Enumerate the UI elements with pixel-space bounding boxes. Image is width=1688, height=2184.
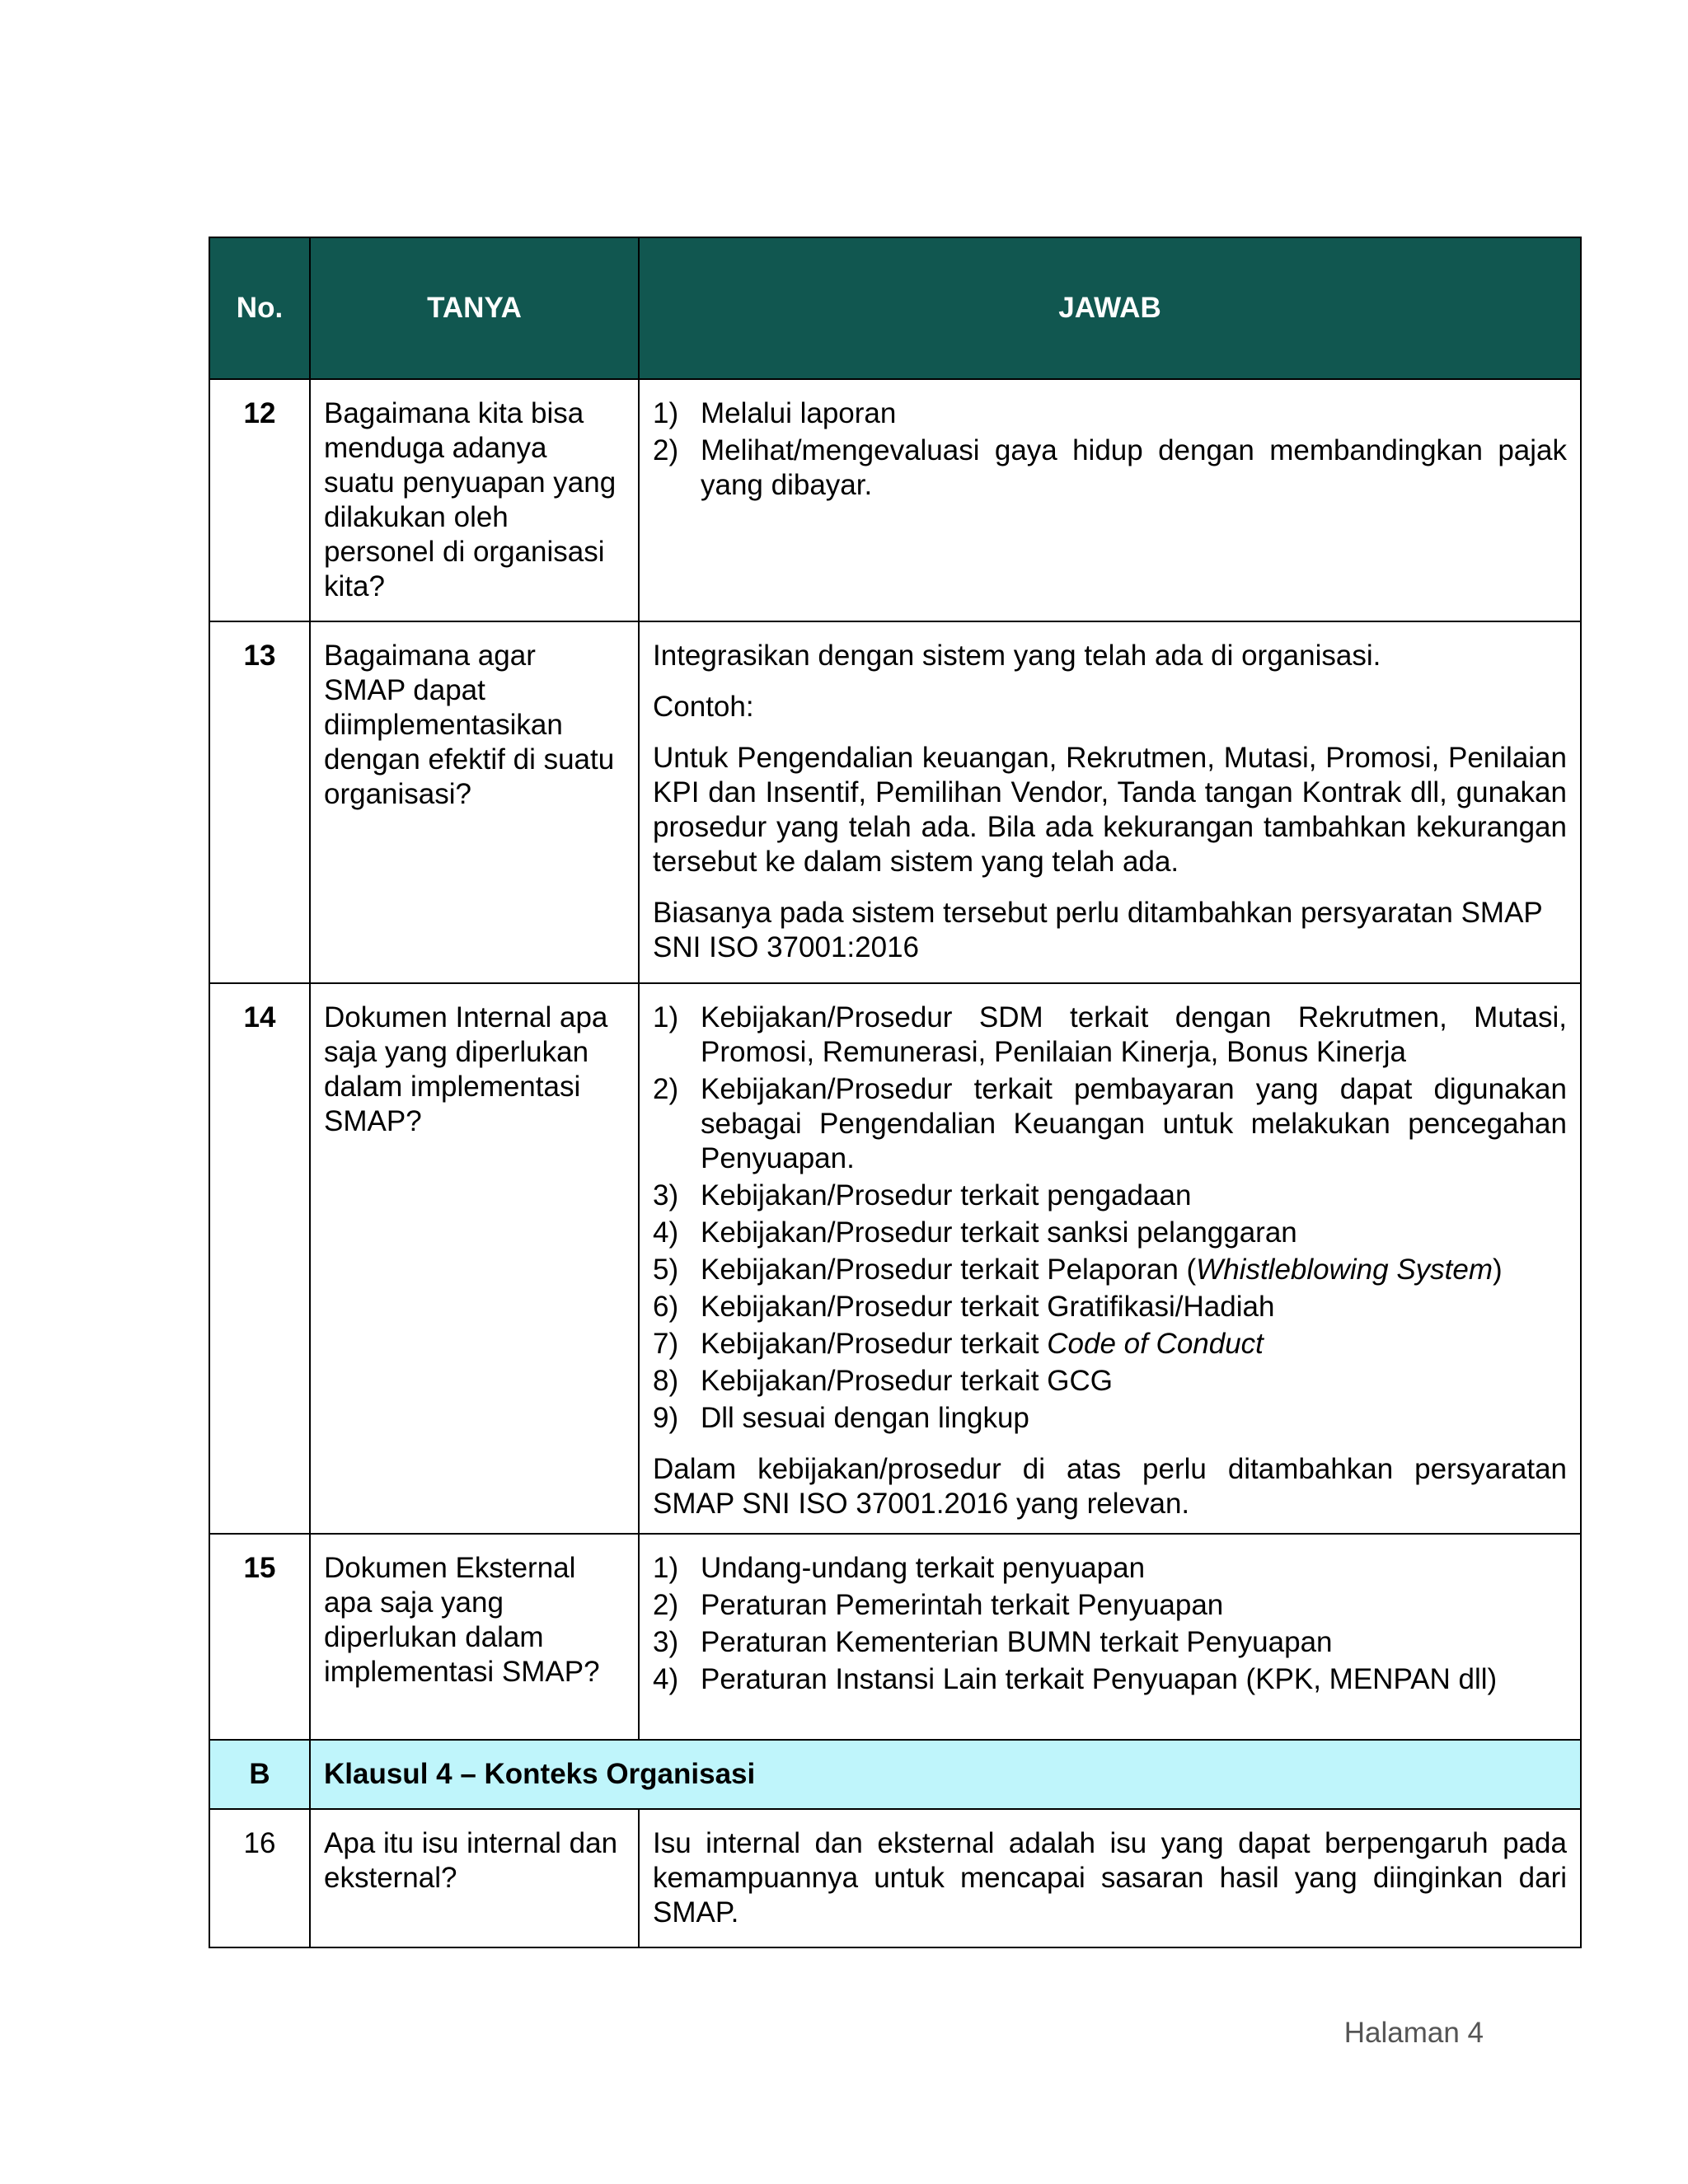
answer-cell — [639, 1809, 1581, 1947]
row-number: 16 — [209, 1809, 310, 1947]
answer-list — [653, 396, 1567, 503]
header-no: No. — [209, 237, 310, 379]
header-question: TANYA — [310, 237, 639, 379]
answer-paragraph: Contoh: — [653, 691, 754, 723]
row-number: 12 — [209, 379, 310, 621]
page-number: Halaman 4 — [1343, 2017, 1484, 2049]
answer-cell — [639, 621, 1581, 983]
list-item: 2) Peraturan Pemerintah terkait Penyuapan — [653, 1589, 1224, 1621]
answer-list — [653, 1551, 1567, 1697]
answer-paragraph: Integrasikan dengan sistem yang telah ada di organisasi. — [653, 640, 1381, 672]
list-item: 1) Melalui laporan — [653, 397, 897, 429]
list-item: 2) Melihat/mengevaluasi gaya hidup dengan membandingkan pajak yang dibayar. — [653, 434, 1567, 501]
table-row — [209, 621, 1581, 983]
row-number: 15 — [209, 1534, 310, 1740]
list-item: 3) Kebijakan/Prosedur terkait pengadaan — [653, 1179, 1192, 1212]
table-row — [209, 379, 1581, 621]
answer-cell — [639, 983, 1581, 1534]
list-item: 4) Kebijakan/Prosedur terkait sanksi pelanggaran — [653, 1216, 1297, 1249]
list-item: 6) Kebijakan/Prosedur terkait Gratifikasi/Hadiah — [653, 1291, 1275, 1323]
list-item: 3) Peraturan Kementerian BUMN terkait Penyuapan — [653, 1626, 1333, 1658]
question-cell: Bagaimana agar SMAP dapat diimplementasikan dengan efektif di suatu organisasi? — [310, 621, 639, 983]
section-title: Klausul 4 – Konteks Organisasi — [310, 1740, 1581, 1809]
table-header-row — [209, 237, 1581, 379]
question-cell: Apa itu isu internal dan eksternal? — [310, 1809, 639, 1947]
list-item: 8) Kebijakan/Prosedur terkait GCG — [653, 1365, 1113, 1397]
answer-cell — [639, 1534, 1581, 1740]
answer-cell — [639, 379, 1581, 621]
qa-table — [209, 237, 1582, 1948]
table-row — [209, 1809, 1581, 1947]
list-item: 1) Undang-undang terkait penyuapan — [653, 1552, 1146, 1584]
list-item: 5) Kebijakan/Prosedur terkait Pelaporan (Whistleblowing System) — [653, 1254, 1503, 1286]
table-row — [209, 1534, 1581, 1740]
list-item: 4) Peraturan Instansi Lain terkait Penyuapan (KPK, MENPAN dll) — [653, 1663, 1498, 1695]
answer-note: Dalam kebijakan/prosedur di atas perlu ditambahkan persyaratan SMAP SNI ISO 37001.2016 yang relevan. — [653, 1453, 1567, 1520]
table-row — [209, 983, 1581, 1534]
answer-paragraph: Untuk Pengendalian keuangan, Rekrutmen, Mutasi, Promosi, Penilaian KPI dan Insentif, Pemilihan Vendor, Tanda tangan Kontrak dll, gunakan prosedur yang telah ada. Bila ada kekurangan tambahkan kekurangan tersebut ke dalam sistem yang telah ada. — [653, 742, 1567, 878]
header-answer: JAWAB — [639, 237, 1581, 379]
row-number: 14 — [209, 983, 310, 1534]
answer-list — [653, 1001, 1567, 1436]
answer-paragraph: Isu internal dan eksternal adalah isu yang dapat berpengaruh pada kemampuannya untuk mencapai sasaran hasil yang diinginkan dari SMAP. — [653, 1827, 1567, 1929]
list-item: 7) Kebijakan/Prosedur terkait Code of Conduct — [653, 1328, 1264, 1360]
list-item: 2) Kebijakan/Prosedur terkait pembayaran yang dapat digunakan sebagai Pengendalian Keuangan untuk melakukan pencegahan Penyuapan. — [653, 1073, 1567, 1174]
question-cell: Dokumen Internal apa saja yang diperlukan dalam implementasi SMAP? — [310, 983, 639, 1534]
section-header-row — [209, 1740, 1581, 1809]
row-number: 13 — [209, 621, 310, 983]
list-item: 1) Kebijakan/Prosedur SDM terkait dengan Rekrutmen, Mutasi, Promosi, Remunerasi, Penilaian Kinerja, Bonus Kinerja — [653, 1001, 1567, 1068]
answer-paragraph: Biasanya pada sistem tersebut perlu ditambahkan persyaratan SMAP SNI ISO 37001:2016 — [653, 897, 1543, 963]
question-cell: Bagaimana kita bisa menduga adanya suatu penyuapan yang dilakukan oleh personel di organisasi kita? — [310, 379, 639, 621]
section-code: B — [209, 1740, 310, 1809]
list-item: 9) Dll sesuai dengan lingkup — [653, 1402, 1029, 1434]
question-cell: Dokumen Eksternal apa saja yang diperlukan dalam implementasi SMAP? — [310, 1534, 639, 1740]
